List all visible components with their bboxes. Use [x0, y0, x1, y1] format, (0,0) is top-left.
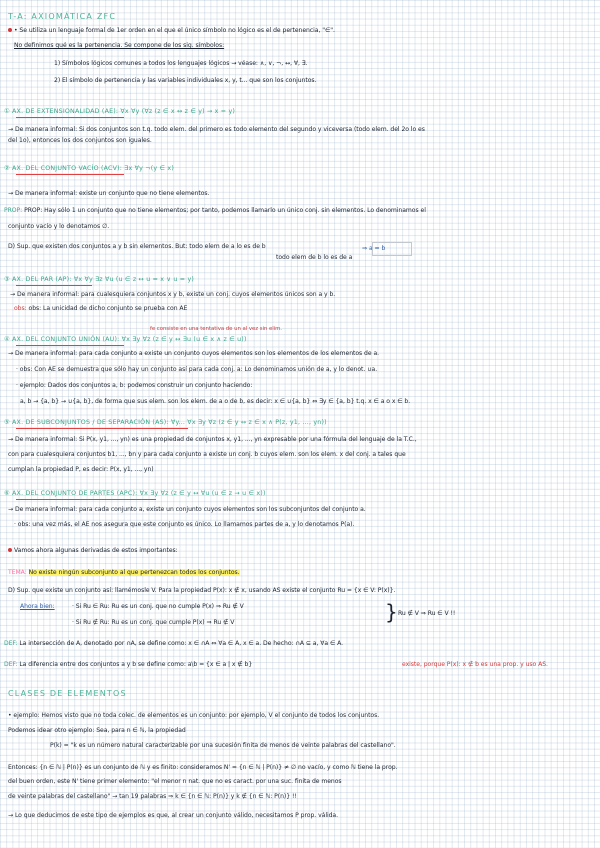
axiom-4-obs: · obs: Con AE se demuestra que sólo hay un conjunto así para cada conj. a: Lo denominamos unión de a, y lo denot. ∪a.: [16, 366, 378, 373]
theorem-case-1: · Si Ru ∈ Ru: Ru es un conj. que no cumple P(x) ⇒ Ru ∉ V: [72, 603, 244, 610]
axiom-6-note: Vamos ahora algunas derivadas de estos importantes:: [8, 547, 178, 555]
classes-line-3: P(k) = "k es un número natural caracterizable por una sucesión finita de menos de veinte palabras del castellano".: [50, 742, 396, 749]
theorem-proof-2: Ahora bien:: [20, 603, 55, 610]
section-title-classes: CLASES DE ELEMENTOS: [8, 689, 127, 698]
axiom-power-set: ⑥ AX. DEL CONJUNTO DE PARTES (APC): ∀x ∃y ∀z (z ∈ y ↔ ∀u (u ∈ z → u ∈ x)): [4, 490, 266, 497]
definition-intersection: DEF: La intersección de A, denotado por ∩A, se define como: x ∈ ∩A ⇔ ∀a ∈ A, x ∈ a. De hecho: ∩A ⊆ a, ∀a ∈ A.: [4, 640, 343, 647]
intro-line-4: 2) El símbolo de pertenencia y las variables individuales x, y, t... que son los conjuntos.: [54, 77, 317, 84]
axiom-4-informal: → De manera informal: para cada conjunto a existe un conjunto cuyos elementos son los elementos de los elementos de a.: [8, 350, 380, 357]
axiom-5-informal-cont-2: cumplan la propiedad P, es decir: P(x, y1, ..., yn): [8, 466, 154, 473]
axiom-3-obs: obs: obs: La unicidad de dicho conjunto se prueba con AE: [14, 305, 188, 312]
axiom-pair: ③ AX. DEL PAR (AP): ∀x ∀y ∃z ∀u (u ∈ z ↔ u = x ∨ u = y): [4, 276, 195, 283]
axiom-5-informal: → De manera informal: Si P(x, y1, ..., yn) es una propiedad de conjuntos x, y1, ..., yn expresable por una fórmula del lenguaje de la T.C.,: [8, 436, 417, 443]
axiom-4-note: fe consiste en una tentativa de un al vez sin elim.: [150, 326, 282, 332]
classes-line-5: del buen orden, este N' tiene primer elemento: "el menor n nat. que no es caract. por una suc. finita de menos: [8, 778, 342, 785]
bullet-icon: [8, 28, 12, 32]
axiom-union: ④ AX. DEL CONJUNTO UNIÓN (AU): ∀x ∃y ∀z (z ∈ y ↔ ∃u (u ∈ x ∧ z ∈ u)): [4, 336, 247, 343]
classes-line-2: Podemos idear otro ejemplo: Sea, para n ∈ ℕ, la propiedad: [8, 727, 186, 734]
theorem-case-2: · Si Ru ∉ Ru: Ru es un conj. que cumple P(x) ⇒ Ru ∉ V: [72, 619, 235, 626]
definition-difference-note: existe, porque P(x): x ∉ b es una prop. y uso AS.: [402, 661, 548, 668]
axiom-6-obs: · obs: una vez más, el AE nos asegura que este conjunto es único. Lo llamamos partes de a, y lo denotamos P(a).: [14, 521, 355, 528]
classes-line-4: Entonces: {n ∈ ℕ | P(n)} es un conjunto de ℕ y es finito: consideramos N' = {n ∈ ℕ | P(n)} ≠ ∅ no vacío, y como ℕ tiene la prop.: [8, 764, 398, 771]
conclusion-box: [372, 242, 412, 256]
prop-proof-conclusion: ⇒ a = b: [362, 245, 386, 252]
axiom-1-informal-cont: del 1o), entonces los dos conjuntos son iguales.: [8, 137, 152, 144]
definition-difference: DEF: La diferencia entre dos conjuntos a y b se define como: a\b = {x ∈ a | x ∉ b}: [4, 661, 253, 668]
axiom-1-informal: → De manera informal: Si dos conjuntos son t.q. todo elem. del primero es todo elemento del segundo y viceversa (todo elem. del 2o lo es: [8, 126, 425, 133]
axiom-2-informal: → De manera informal: existe un conjunto que no tiene elementos.: [8, 190, 210, 197]
axiom-5-informal-cont: con para cualesquiera conjuntos b1, ..., bn y para cada conjunto a existe un conj. b cuyos elem. son los elem. x del conj. a tales que: [8, 451, 406, 458]
brace-icon: }: [385, 600, 398, 624]
bullet-icon: [8, 548, 12, 552]
heading-underline: [16, 285, 92, 286]
prop-line-2: conjunto vacío y lo denotamos ∅.: [8, 223, 110, 230]
heading-underline: [16, 499, 156, 500]
axiom-6-informal: → De manera informal: para cada conjunto a, existe un conjunto cuyos elementos son los subconjuntos del conjunto a.: [8, 506, 366, 513]
intro-line-3: 1) Símbolos lógicos comunes a todos los lenguajes lógicos → véase: ∧, ∨, ¬, ↔, ∀, ∃.: [54, 60, 308, 67]
prop-line-1: PROP: PROP: Hay sólo 1 un conjunto que no tiene elementos; por tanto, podemos llamarlo un único conj. sin elementos. Lo denominamos el: [4, 207, 426, 214]
classes-line-7: → Lo que deducimos de este tipo de ejemplos es que, al crear un conjunto válido, necesitamos P prop. válida.: [8, 812, 338, 819]
theorem-line: TEMA: No existe ningún subconjunto al que pertenezcan todos los conjuntos.: [8, 569, 240, 576]
axiom-3-informal: → De manera informal: para cualesquiera conjuntos x y b, existe un conj. cuyos elementos únicos son a y b.: [10, 291, 336, 298]
intro-line-2: No definimos qué es la pertenencia. Se compone de los sig. símbolos:: [14, 42, 225, 49]
axiom-empty-set: ② AX. DEL CONJUNTO VACÍO (ACV): ∃x ∀y ¬(y ∈ x): [4, 165, 174, 172]
heading-underline: [16, 117, 124, 118]
theorem-proof-1: D) Sup. que existe un conjunto así: llamémosle V. Para la propiedad P(x): x ∉ x, usando AS existe el conjunto Ru = {x ∈ V: P(x)}.: [8, 587, 396, 594]
intro-line-1: • Se utiliza un lenguaje formal de 1er orden en el que el único símbolo no lógico es el de pertenencia, "∈".: [8, 27, 335, 35]
axiom-extensionality: ① AX. DE EXTENSIONALIDAD (AE): ∀x ∀y (∀z (z ∈ x ↔ z ∈ y) → x = y): [4, 108, 236, 115]
axiom-4-example-cont: a, b → {a, b} → ∪{a, b}, de forma que sus elem. son los elem. de a o de b, es decir: x ∈ ∪{a, b} ⇔ ∃y ∈ {a, b} t.q. x ∈ a o x ∈ b.: [20, 398, 411, 405]
classes-line-1: • ejemplo: Hemos visto que no toda colec. de elementos es un conjunto: por ejemplo, V el conjunto de todos los conjuntos.: [8, 712, 380, 719]
axiom-separation: ⑤ AX. DE SUBCONJUNTOS / DE SEPARACIÓN (AS): ∀y... ∀x ∃y ∀z (z ∈ y ↔ z ∈ x ∧ P(z, y1, ..., yn)): [4, 419, 327, 426]
heading-underline: [16, 345, 124, 346]
page-title: T-A: AXIOMÁTICA ZFC: [8, 12, 117, 21]
prop-proof-1: D) Sup. que existen dos conjuntos a y b sin elementos. But: todo elem de a lo es de b: [8, 243, 266, 250]
classes-line-6: de veinte palabras del castellano" → tan 19 palabras ⇒ k ∈ {n ∈ ℕ: P(n)} y k ∉ {n ∈ ℕ: P(n)} !!: [8, 793, 297, 800]
theorem-contradiction: Ru ∉ V ⇒ Ru ∈ V !!: [398, 610, 456, 617]
prop-proof-2: todo elem de b lo es de a: [276, 254, 353, 261]
heading-underline: [16, 174, 124, 175]
heading-underline: [16, 428, 188, 429]
axiom-4-example: · ejemplo: Dados dos conjuntos a, b: podemos construir un conjunto haciendo:: [16, 382, 253, 389]
